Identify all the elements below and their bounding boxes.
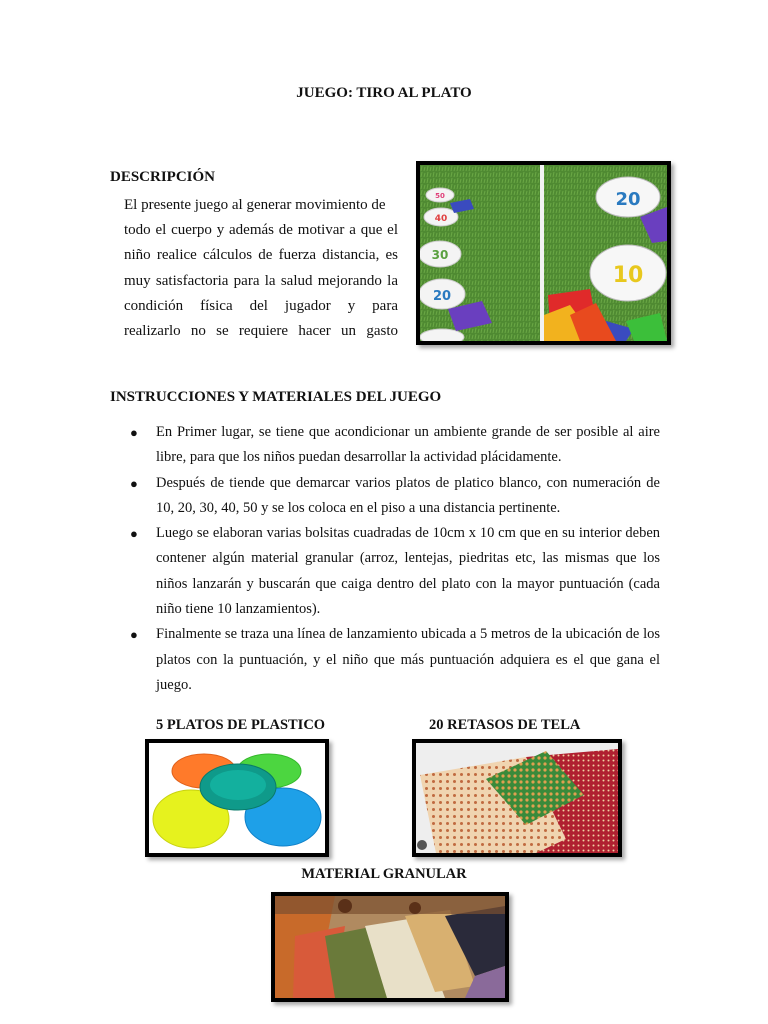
granular-photo xyxy=(271,892,509,1002)
game-photo xyxy=(416,161,671,345)
description-line: condición física del jugador y para xyxy=(124,297,398,314)
fabric-caption: 20 RETASOS DE TELA xyxy=(429,717,581,733)
svg-text:20: 20 xyxy=(432,289,452,304)
plate-30 xyxy=(420,241,461,267)
list-item: ● Después de tiende que demarcar varios platos de platico blanco, con numeración de 10, 20, 30, 40, 50 y se los coloca en el piso a una distancia pertinente. xyxy=(130,471,660,522)
bullet-icon: ● xyxy=(130,627,138,643)
description-paragraph xyxy=(124,193,398,344)
zoom-icon xyxy=(417,840,427,850)
game-photo-image xyxy=(420,165,667,341)
instructions-list xyxy=(130,420,660,698)
plate-teal-inner xyxy=(210,770,266,800)
instructions-heading: INSTRUCCIONES Y MATERIALES DEL JUEGO xyxy=(110,389,442,405)
bullet-icon: ● xyxy=(130,475,138,491)
photo-top-shadow xyxy=(275,896,505,914)
description-heading: DESCRIPCIÓN xyxy=(110,169,216,185)
svg-text:30: 30 xyxy=(431,248,449,262)
photo-divider xyxy=(540,165,544,341)
plate-20-right xyxy=(596,177,660,217)
svg-text:20: 20 xyxy=(615,189,641,210)
svg-text:50: 50 xyxy=(435,192,445,200)
list-item: ● En Primer lugar, se tiene que acondicionar un ambiente grande de ser posible al aire libre, para que los niños puedan desarrollar la actividad plácidamente. xyxy=(130,420,660,471)
plate-40 xyxy=(424,208,458,226)
granular-caption: MATERIAL GRANULAR xyxy=(301,866,467,882)
bullet-icon: ● xyxy=(130,526,138,542)
svg-text:40: 40 xyxy=(434,214,448,224)
description-line: muy satisfactoria para la salud mejorando la xyxy=(124,272,398,289)
wooden-spoon xyxy=(338,899,352,913)
svg-text:10: 10 xyxy=(612,263,644,288)
page-title: JUEGO: TIRO AL PLATO xyxy=(296,85,472,101)
plates-photo-image xyxy=(149,743,325,853)
description-line: El presente juego al generar movimiento de xyxy=(124,197,386,213)
fabric-photo-image xyxy=(416,743,618,853)
plate-partial xyxy=(420,329,464,341)
bullet-icon: ● xyxy=(130,425,138,440)
plate-10 xyxy=(590,245,666,301)
fabric-photo xyxy=(412,739,622,857)
plate-50 xyxy=(426,188,454,202)
plates-photo xyxy=(145,739,329,857)
list-item: ● Luego se elaboran varias bolsitas cuadradas de 10cm x 10 cm que en su interior deben contener algún material granular (arroz, lentejas, piedritas etc, las mismas que los niños lanzarán y buscarán que caiga dentro del plato con la mayor puntuación (cada niño tiene 10 lanzamientos). xyxy=(130,521,660,622)
wooden-bowl xyxy=(409,902,421,914)
granular-photo-image xyxy=(275,896,505,998)
description-line: realizarlo no se requiere hacer un gasto xyxy=(124,322,398,339)
list-item: ● Finalmente se traza una línea de lanzamiento ubicada a 5 metros de la ubicación de los platos con la puntuación, y el niño que más puntuación adquiera es el que gana el juego. xyxy=(130,622,660,698)
plates-caption: 5 PLATOS DE PLASTICO xyxy=(156,717,326,733)
description-line: niño realice cálculos de fuerza distancia, es xyxy=(124,247,398,264)
plate-20-left xyxy=(420,279,465,309)
description-line: todo el cuerpo y además de motivar a que el xyxy=(124,222,398,239)
